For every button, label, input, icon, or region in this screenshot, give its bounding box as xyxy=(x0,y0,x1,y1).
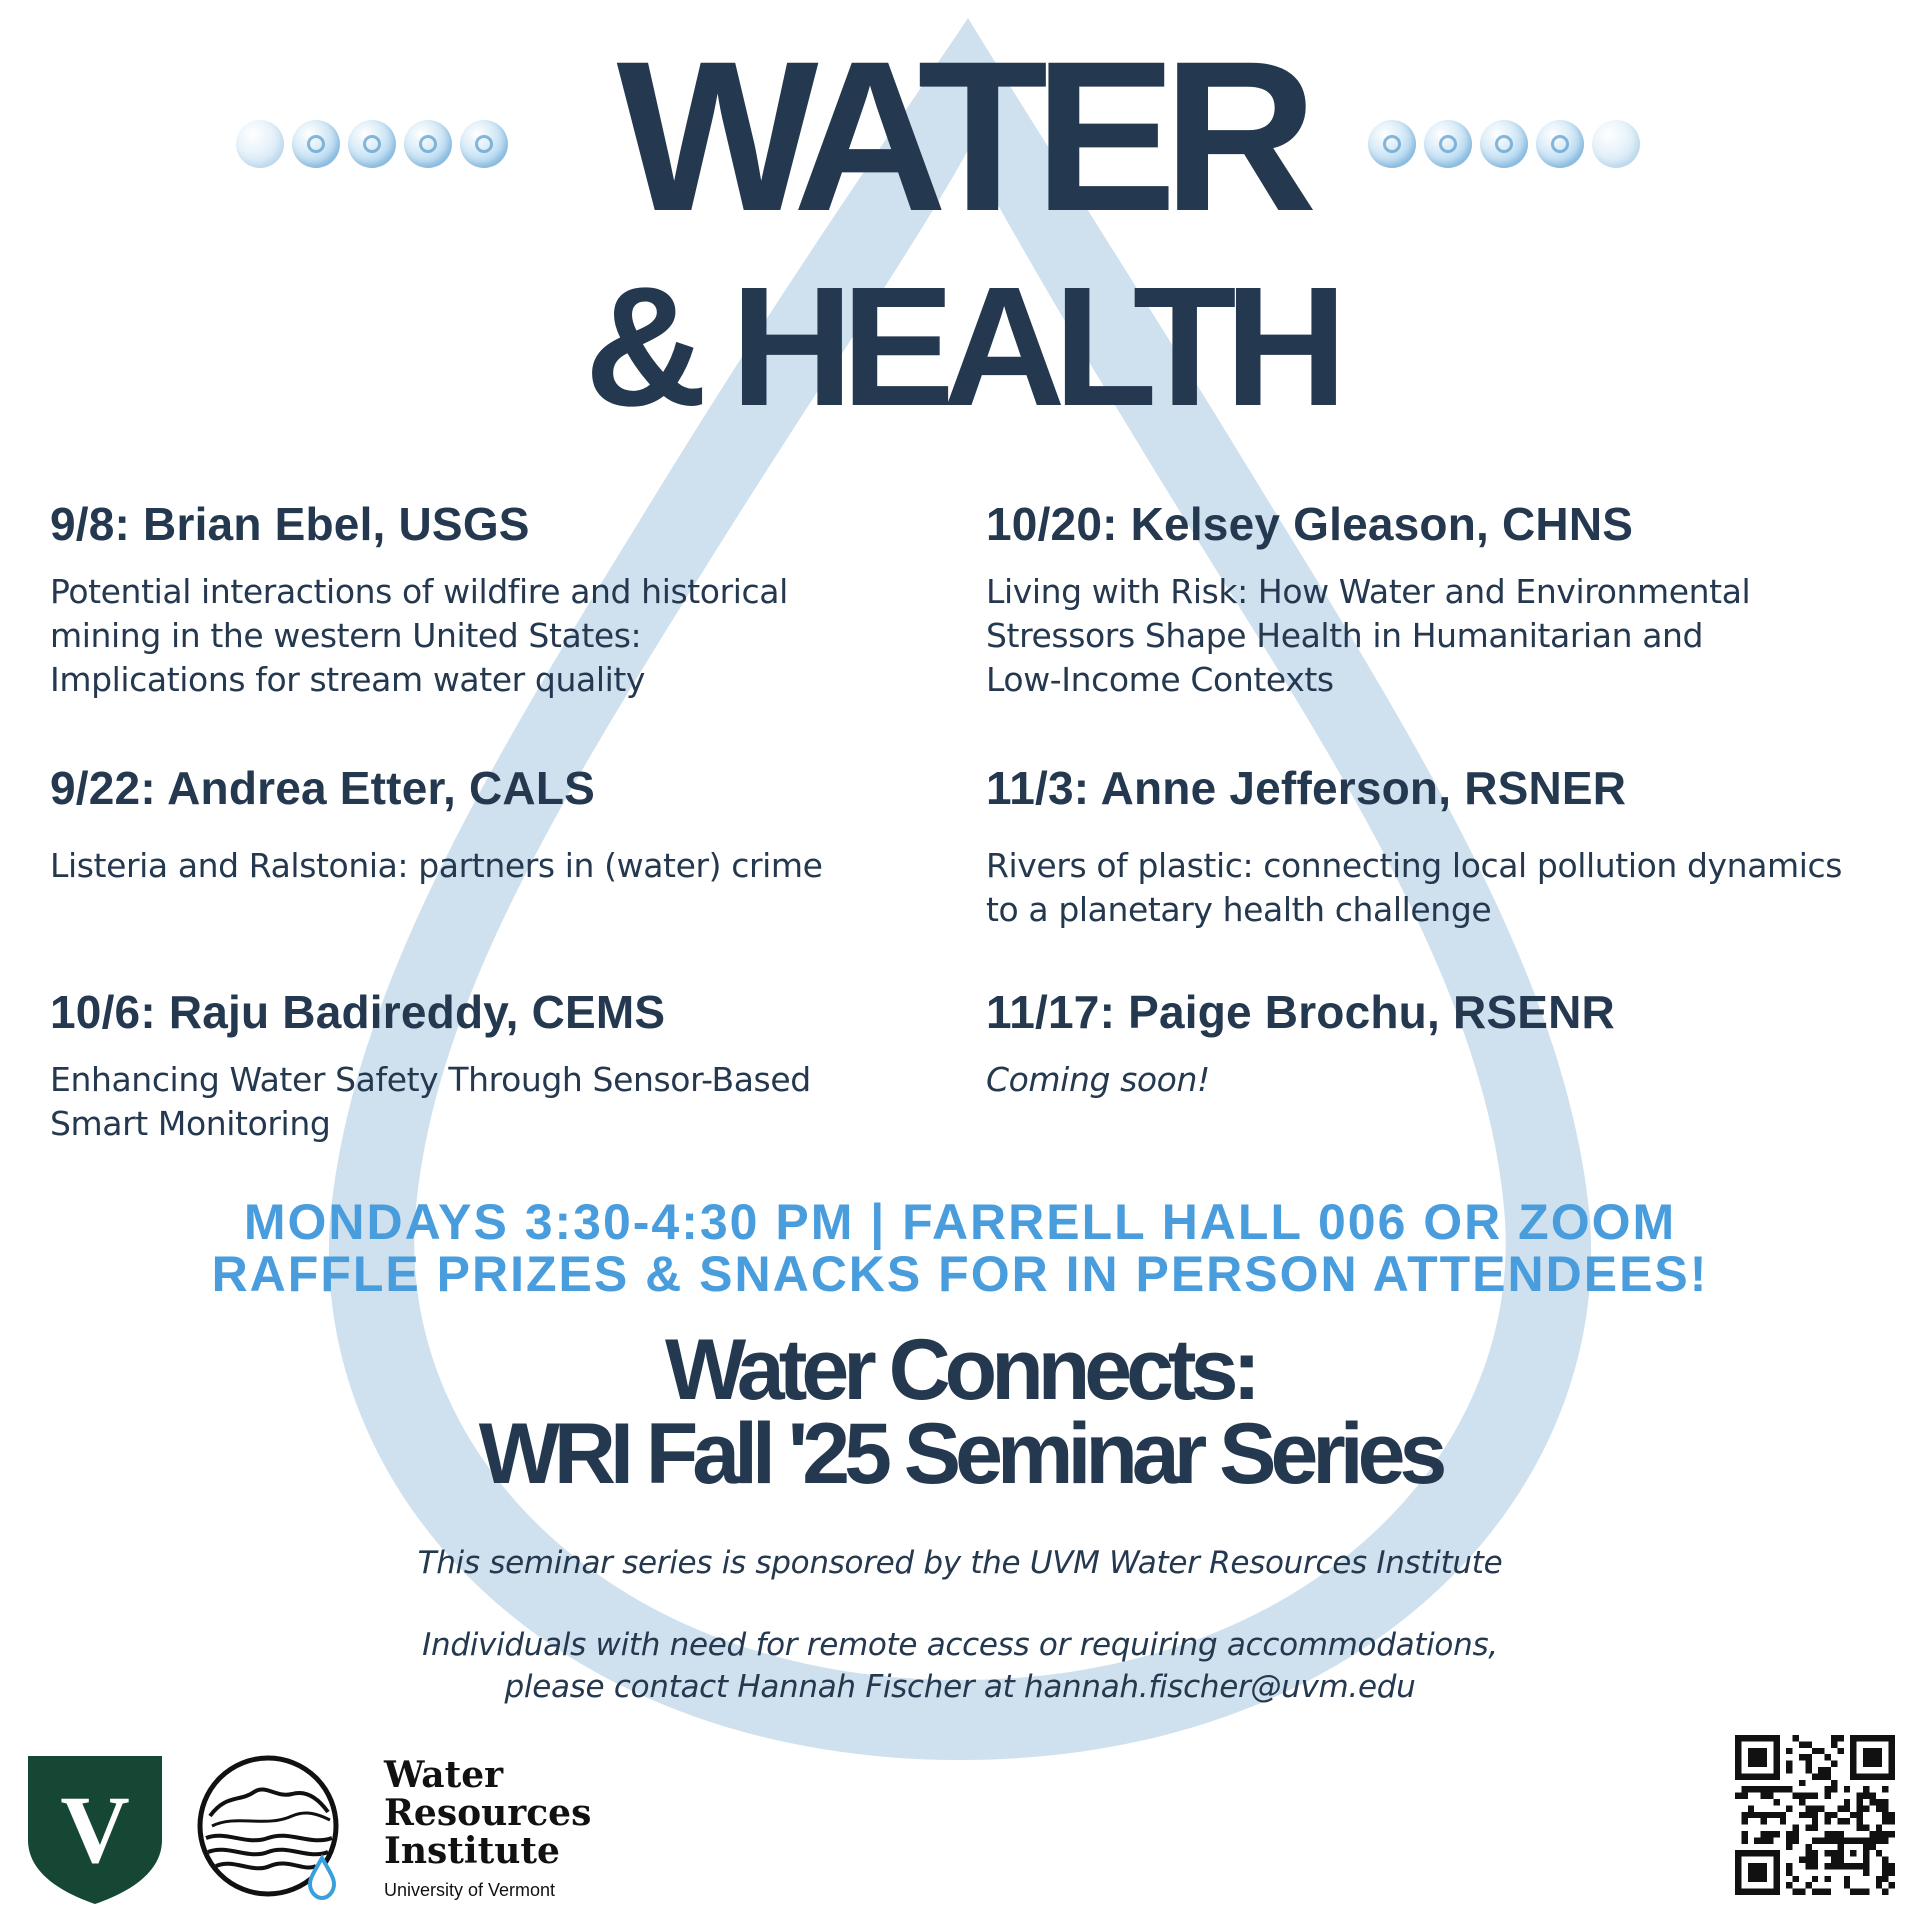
raffle-line: RAFFLE PRIZES & SNACKS FOR IN PERSON ATTENDEES! xyxy=(211,1246,1709,1302)
talk-10-6 xyxy=(50,984,910,1146)
talk-9-8 xyxy=(50,496,910,702)
uvm-shield-logo xyxy=(26,1754,164,1906)
title-health: & HEALTH xyxy=(584,252,1336,442)
wri-wordmark: Water Resources Institute University of Vermont xyxy=(384,1754,592,1900)
sponsor-line: This seminar series is sponsored by the UVM Water Resources Institute xyxy=(417,1545,1503,1581)
talk-heading: 10/20: Kelsey Gleason, CHNS xyxy=(986,498,1634,550)
talk-abstract: Living with Risk: How Water and Environmental Stressors Shape Health in Humanitarian and Low-Income Contexts xyxy=(986,572,1751,699)
schedule-line: MONDAYS 3:30-4:30 PM | FARRELL HALL 006 OR ZOOM xyxy=(243,1194,1677,1250)
series-title-line1: Water Connects: xyxy=(664,1322,1256,1418)
talk-heading: 10/6: Raju Badireddy, CEMS xyxy=(50,986,666,1038)
talk-abstract: Potential interactions of wildfire and historical mining in the western United States: Implications for stream water quality xyxy=(50,572,788,699)
talk-abstract: Rivers of plastic: connecting local pollution dynamics to a planetary health challenge xyxy=(986,846,1843,929)
access-line-1: Individuals with need for remote access or requiring accommodations, xyxy=(422,1627,1498,1663)
talk-10-20 xyxy=(986,496,1846,702)
series-title-line2: WRI Fall '25 Seminar Series xyxy=(478,1406,1442,1502)
talk-abstract: Coming soon! xyxy=(986,1060,1210,1099)
qr-code-icon[interactable] xyxy=(1735,1735,1895,1895)
svg-text:V: V xyxy=(60,1776,130,1883)
landscape-water-circle-icon xyxy=(196,1754,346,1904)
talk-11-17 xyxy=(986,984,1846,1102)
talk-abstract: Listeria and Ralstonia: partners in (water) crime xyxy=(50,846,823,885)
talk-heading: 11/17: Paige Brochu, RSENR xyxy=(986,986,1615,1038)
title-water: WATER xyxy=(616,17,1304,256)
talk-abstract: Enhancing Water Safety Through Sensor-Based Smart Monitoring xyxy=(50,1060,811,1143)
talk-heading: 11/3: Anne Jefferson, RSNER xyxy=(986,762,1627,814)
talk-heading: 9/8: Brian Ebel, USGS xyxy=(50,498,530,550)
talk-heading: 9/22: Andrea Etter, CALS xyxy=(50,762,596,814)
access-line-2: please contact Hannah Fischer at hannah.fischer@uvm.edu xyxy=(504,1669,1416,1705)
talk-11-3 xyxy=(986,760,1846,932)
talk-9-22 xyxy=(50,760,910,888)
